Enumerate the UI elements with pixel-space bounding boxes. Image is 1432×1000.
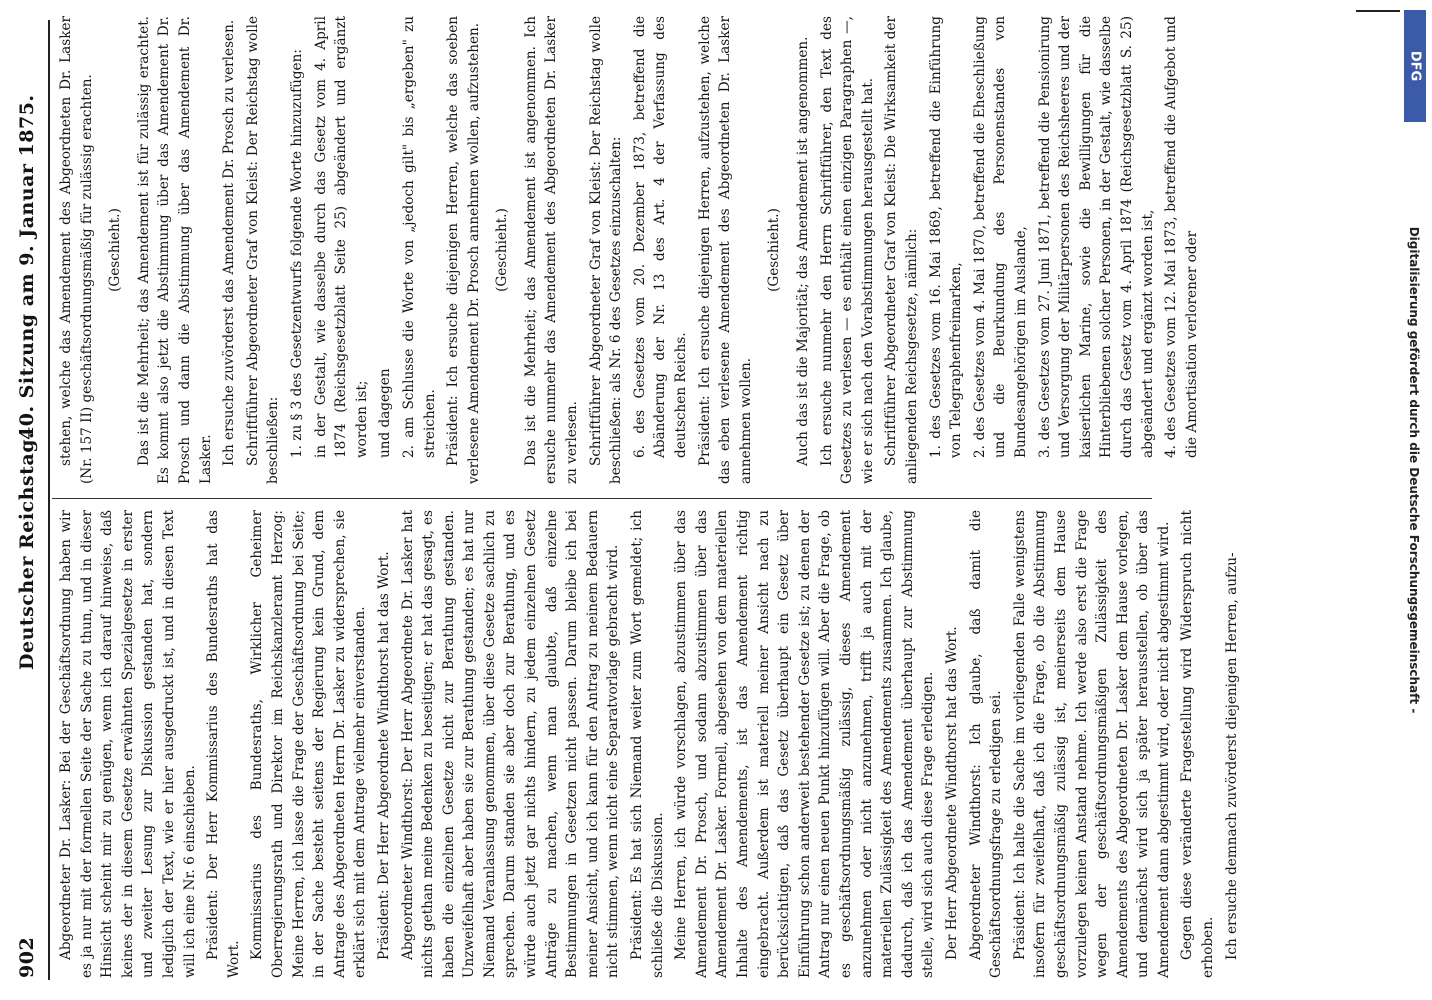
paragraph: Schriftführer Abgeordneter Graf von Kleist: Die Wirksamkeit der anliegenden Reichsgesetze, nämlich:: [883, 16, 920, 484]
paragraph: Präsident: Es hat sich Niemand weiter zum Wort gemeldet; ich schließe die Diskussion.: [629, 510, 666, 978]
paragraph: Präsident: Der Herr Abgeordnete Windthorst hat das Wort.: [375, 551, 392, 960]
page-header: [16, 0, 46, 1000]
paragraph: Schriftführer Abgeordneter Graf von Kleist: Der Reichstag wolle beschließen: als Nr. 6 des Gesetzes einzuschalten:: [587, 16, 625, 484]
paragraph: 1. des Gesetzes vom 16. Mai 1869, betreffend die Einführung von Telegraphenfreimarken,: [927, 16, 965, 458]
stage-direction: (Geschieht.): [494, 208, 511, 292]
paragraph: Gegen diese veränderte Fragestellung wird Widerspruch nicht erhoben.: [1179, 510, 1217, 978]
paragraph: 1. zu § 3 des Gesetzentwurfs folgende Worte hinzuzufügen:: [288, 49, 305, 458]
session-title: 40. Sitzung am 9. Januar 1875.: [16, 94, 38, 440]
right-column: [56, 16, 1205, 484]
paragraph: Präsident: Ich ersuche diejenigen Herren, aufzustehen, welche das eben verlesene Amendement des Abgeordneten Dr. Lasker annehmen wollen.: [696, 16, 754, 484]
paragraph: 6. des Gesetzes vom 20. Dezember 1873, betreffend die Abänderung der Nr. 13 des Art. 4 der Verfassung des deutschen Reichs.: [631, 16, 690, 458]
stage-direction: (Geschieht.): [107, 208, 124, 292]
paragraph: Der Herr Abgeordnete Windthorst hat das Wort.: [943, 626, 960, 960]
paragraph: Ich ersuche demnach zuvörderst diejenigen Herren, aufzu-: [1223, 552, 1240, 960]
column-divider: [52, 498, 1152, 499]
paragraph: Kommissarius des Bundesraths, Wirklicher Geheimer Oberregierungsrath und Direktor im Reichskanzleramt Herzog: Meine Herren, ich lasse die Frage der Geschäftsordnung bei Seite; in der Sache besteht seitens der Regierung kein Grund, dem Antrage des Abgeordneten Herrn Dr. Lasker zu widersprechen, sie erklärt sich mit dem Antrage vielmehr einverstanden.: [249, 510, 369, 978]
credit-text: Digitalisierung gefördert durch die Deutsche Forschungsgemeinschaft -: [1407, 226, 1421, 714]
paragraph: Präsident: Ich halte die Sache im vorliegenden Falle wenigstens insofern für zweifelhaft, daß ich die Frage, ob die Abstimmung geschäftsordnungsmäßig zulässig ist, meinerseits dem Hause vorzulegen keinen Anstand nehme. Ich werde also erst die Frage wegen der geschäftsordnungsmäßigen Zulässigkeit des Amendements des Abgeordneten Dr. Lasker dem Hause vorlegen, und demnächst wird sich ja später herausstellen, ob über das Amendement dann abgestimmt wird, oder nicht abgestimmt wird.: [1011, 510, 1172, 978]
page-number: 902: [16, 936, 38, 978]
paragraph: Das ist die Mehrheit; das Amendement ist angenommen. Ich ersuche nunmehr das Amendement des Abgeordneten Dr. Lasker zu verlesen.: [522, 16, 581, 484]
paragraph: stehen, welche das Amendement des Abgeordneten Dr. Lasker (Nr. 157 II) geschäftsordnungsmäßig für zulässig erachten.: [58, 16, 95, 484]
paragraph: Das ist die Mehrheit; das Amendement ist für zulässig erachtet. Es kommt also jetzt die Abstimmung über das Amendement Dr. Prosch und dann die Abstimmung über das Amendement Dr. Lasker.: [135, 16, 214, 484]
paragraph: 2. des Gesetzes vom 4. Mai 1870, betreffend die Eheschließung und die Beurkundung des Personenstandes von Bundesangehörigen im Auslande,: [971, 16, 1029, 458]
paragraph: in der Gestalt, wie dasselbe durch das Gesetz vom 4. April 1874 (Reichsgesetzblatt Seite 25) abgeändert und ergänzt worden ist;: [312, 16, 370, 458]
header-rule: [48, 20, 50, 980]
scan-edge-mark: [1356, 10, 1400, 12]
paragraph: 3. des Gesetzes vom 27. Juni 1871, betreffend die Pensionirung und Versorgung der Militärpersonen des Reichsheeres und der kaiserlichen Marine, sowie die Bewilligungen für die Hinterbliebenen solcher Personen, in der Gestalt, wie dasselbe durch das Gesetz vom 4. April 1874 (Reichsgesetzblatt S. 25) abgeändert und ergänzt worden ist,: [1036, 16, 1156, 458]
paragraph: Meine Herren, ich würde vorschlagen, abzustimmen über das Amendement Dr. Prosch, und sodann abzustimmen über das Amendement Dr. Lasker. Formell, abgesehen von dem materiellen Inhalte des Amendements, ist das Amendement richtig eingebracht. Außerdem ist materiell meiner Ansicht nach zu berücksichtigen, daß das Gesetz überhaupt ein Gesetz über Einführung schon anderweit bestehender Gesetze ist; zu denen der Antrag nur einen neuen Punkt hinzufügen will. Aber die Frage, ob es geschäftsordnungsmäßig zulässig, dieses Amendement anzunehmen oder nicht anzunehmen, trifft ja auch mit der materiellen Zulässigkeit des Amendements zusammen. Ich glaube, dadurch, daß ich das Amendement überhaupt zur Abstimmung stelle, wird sich auch diese Frage erledigen.: [673, 510, 937, 978]
dfg-logo: DFG: [1404, 10, 1426, 122]
paragraph: Abgeordneter Dr. Lasker: Bei der Geschäftsordnung haben wir es ja nur mit der formellen Seite der Sache zu thun, und in dieser Hinsicht scheint mir zu genügen, wenn ich darauf hinweise, daß keines der in diesem Gesetze erwähnten Spezialgesetze in erster und zweiter Lesung zur Diskussion gestanden hat, sondern lediglich der Text, wie er hier ausgedruckt ist, und in diesen Text will ich eine Nr. 6 einschieben.: [58, 510, 198, 978]
publication-title: Deutscher Reichstag.: [16, 431, 38, 670]
paragraph: Präsident: Der Herr Kommissarius des Bundesraths hat das Wort.: [205, 510, 242, 978]
paragraph: Ich ersuche nunmehr den Herrn Schriftführer, den Text des Gesetzes zu verlesen — es enthält einen einzigen Paragraphen —, wie er sich nach den Vorabstimmungen herausgestellt hat.: [818, 16, 876, 484]
paragraph: Ich ersuche zuvörderst das Amendement Dr. Prosch zu verlesen.: [221, 19, 238, 466]
paragraph: Abgeordneter Windthorst: Der Herr Abgeordnete Dr. Lasker hat nichts gethan meine Bedenken zu beseitigen; er hat das gesagt, es haben die einzelnen Gesetze nicht zur Berathung gestanden. Unzweifelhaft aber haben sie zur Berathung gestanden; es hat nur Niemand Veranlassung genommen, über diese Gesetze sachlich zu sprechen. Darum standen sie aber doch zur Berathung, und es würde auch jetzt gar nichts hindern, zu jedem einzelnen Gesetz Anträge zu machen, wenn man glaubte, daß einzelne Bestimmungen in Gesetzen nicht passen. Darum bleibe ich bei meiner Ansicht, und ich kann für den Antrag zu meinem Bedauern nicht stimmen, wenn nicht eine Separatvorlage gebracht wird.: [399, 510, 622, 978]
left-column: [56, 510, 1245, 978]
stage-direction: (Geschieht.): [766, 208, 783, 292]
paragraph: und dagegen: [377, 368, 394, 458]
paragraph: Präsident: Ich ersuche diejenigen Herren, welche das soeben verlesene Amendement Dr. Prosch annehmen wollen, aufzustehen.: [445, 16, 482, 484]
paragraph: Auch das ist die Majorität; das Amendement ist angenommen.: [795, 36, 811, 466]
paragraph: 2. am Schlusse die Worte von „jedoch gilt" bis „ergeben" zu streichen.: [400, 16, 438, 458]
paragraph: 4. des Gesetzes vom 12. Mai 1873, betreffend die Aufgebot und die Amortisation verlorener oder: [1163, 16, 1200, 458]
paragraph: Abgeordneter Windthorst: Ich glaube, daß damit die Geschäftsordnungsfrage zu erledigen sei.: [967, 510, 1005, 978]
paragraph: Schriftführer Abgeordneter Graf von Kleist: Der Reichstag wolle beschließen:: [244, 16, 282, 484]
digitization-credit: [1402, 10, 1428, 1000]
